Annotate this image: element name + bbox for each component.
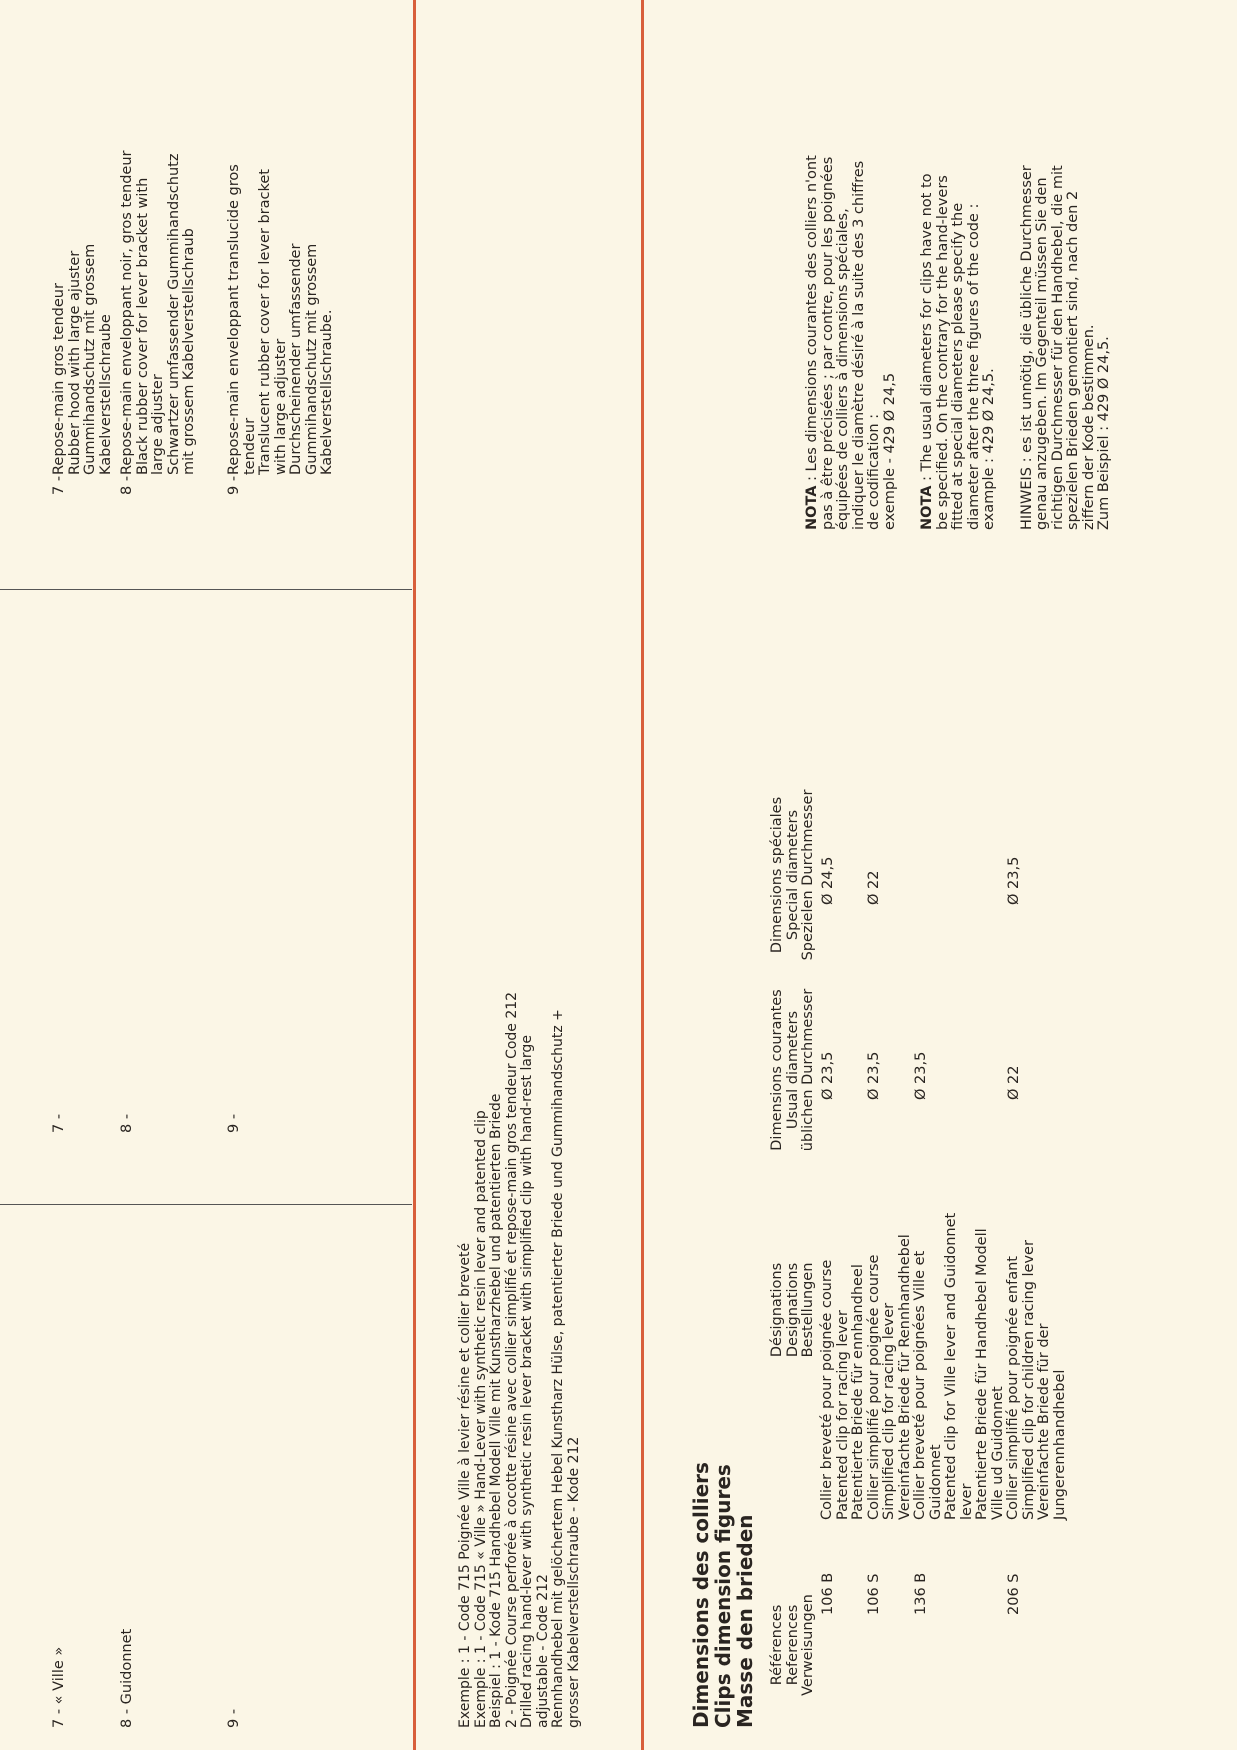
header-desig-en: Designations [784, 1262, 801, 1358]
line: : The usual diameters for clips have not to [919, 173, 935, 486]
note-fr [805, 25, 898, 530]
example-line: Beispiel : 1 - Kode 715 Handhebel Modell Ville mit Kunstharzhebel und patentierten Briede [488, 1093, 504, 1728]
example-line: Drilled racing hand-lever with synthetic resin lever bracket with simplified clip with hand-rest large [519, 1035, 535, 1728]
example-line: Exemple : 1 - Code 715 Poignée Ville à levier résine et collier breveté [457, 1242, 473, 1728]
line: Vereinfachte Briede für der [1036, 1323, 1052, 1520]
top-col3-num-9: 9 - [226, 475, 242, 495]
line: Collier breveté pour poignées Ville et [912, 1250, 928, 1520]
line: Gummihandschutz mit grossem [82, 243, 98, 475]
line: Gummihandschutz mit grossem [303, 243, 320, 475]
line: Collier simplifié pour poignée course [865, 1254, 882, 1520]
designations-column [820, 1165, 1068, 1520]
divider-line-1 [0, 1204, 412, 1205]
top-col3-text-8 [120, 151, 198, 475]
notes-block [805, 25, 1113, 530]
line: spezielen Brieden gemontiert sind, nach den 2 [1065, 190, 1081, 530]
header-usual-diameters [770, 975, 817, 1165]
special-206S: Ø 23,5 [1006, 856, 1022, 905]
special-106B: Ø 24,5 [820, 856, 836, 905]
table-row-136B-desig [913, 1165, 1006, 1520]
top-col1-item-9: 9 - [226, 1708, 242, 1728]
header-desig-de: Bestellungen [800, 1262, 816, 1358]
note-en [920, 25, 998, 530]
line: be specified. On the contrary for the hand-levers [934, 175, 951, 530]
line: Schwartzer umfassender Gummihandschutz [165, 153, 182, 475]
examples-block [458, 992, 582, 1728]
header-usual-fr: Dimensions courantes [769, 989, 785, 1151]
divider-line-2 [0, 589, 412, 590]
header-ref-fr: Références [769, 1604, 785, 1686]
line: Translucent rubber cover for lever bracket [257, 169, 273, 475]
orange-rule-middle [413, 0, 416, 1750]
header-references [770, 1580, 817, 1710]
line: Guidonnet [927, 1444, 944, 1520]
line: de codification : [866, 413, 882, 530]
example-line: Exemple : 1 - Code 715 « Ville » Hand-Lever with synthetic resin lever and patented clip [472, 1110, 489, 1728]
header-special-en: Special diameters [784, 809, 801, 941]
line: Patented clip for racing lever [834, 1310, 851, 1520]
example-line: adjustable - Code 212 [534, 1574, 551, 1728]
header-special-diameters [770, 780, 817, 970]
top-col2-item-7: 7 - [51, 1113, 67, 1133]
line: Jungerennhandhebel [1051, 1369, 1068, 1520]
line: ziffern der Kode bestimmen. [1080, 324, 1097, 530]
line: lever [958, 1483, 975, 1520]
line: mit grossem Kabelverstellschraub [181, 228, 197, 475]
line: pas à être précisées ; par contre, pour les poignées [819, 156, 836, 530]
header-usual-de: üblichen Durchmesser [800, 988, 816, 1152]
ref-206S: 206 S [1006, 1573, 1022, 1615]
line: Repose-main gros tendeur [51, 283, 67, 475]
line: Collier breveté pour poignée course [819, 1259, 835, 1520]
line: Zum Beispiel : 429 Ø 24,5. [1096, 336, 1112, 530]
orange-rule-right [641, 0, 644, 1750]
line: Kabelverstellschraube. [319, 309, 335, 475]
line: Rubber hood with large ajuster [66, 250, 83, 475]
line: Patentierte Briede für Handhebel Modell [974, 1228, 990, 1520]
special-106S: Ø 22 [866, 870, 882, 905]
usual-136B: Ø 23,5 [913, 1051, 929, 1100]
top-col3-num-7: 7 - [51, 475, 67, 495]
table-row-106S-desig [867, 1165, 914, 1520]
header-usual-en: Usual diameters [784, 1010, 801, 1130]
note-fr-label: NOTA [804, 485, 820, 530]
line: Repose-main enveloppant noir, gros tendeur [119, 150, 135, 475]
header-desig-fr: Désignations [769, 1262, 785, 1358]
header-special-fr: Dimensions spéciales [769, 796, 785, 954]
line: : Les dimensions courantes des colliers n'ont [804, 155, 820, 486]
line: Repose-main enveloppant translucide gros [226, 164, 242, 475]
line: Patented clip for Ville lever and Guidonnet [943, 1212, 959, 1520]
line: Collier simplifié pour poignée enfant [1005, 1256, 1021, 1520]
line: HINWEIS : es ist unnötig, die übliche Durchmesser [1018, 165, 1035, 530]
line: Kabelverstellschraube [97, 314, 114, 475]
header-designations [770, 1220, 817, 1400]
header-ref-de: Verweisungen [800, 1594, 816, 1696]
line: exemple - 429 Ø 24,5 [881, 372, 898, 530]
line: Ville ud Guidonnet [989, 1386, 1006, 1520]
top-col2-item-8: 8 - [119, 1113, 135, 1133]
line: fitted at special diameters please specify the [950, 202, 966, 530]
line: large adjuster [150, 374, 166, 475]
clips-title-de: Masse den brieden [733, 1514, 757, 1728]
line: Black rubber cover for lever bracket with [134, 177, 151, 475]
usual-106S: Ø 23,5 [866, 1051, 882, 1100]
ref-106B: 106 B [820, 1572, 836, 1615]
note-de [1020, 25, 1113, 530]
clips-title-fr: Dimensions des colliers [689, 1462, 713, 1728]
header-ref-en: References [784, 1604, 801, 1686]
top-col1-item-7: 7 - « Ville » [51, 1646, 67, 1728]
example-line: 2 - Poignée Course perforée à cocotte résine avec collier simplifié et repose-main gros tendeur Code 212 [503, 991, 520, 1728]
line: Simplified clip for racing lever [881, 1302, 897, 1520]
ref-136B: 136 B [913, 1572, 929, 1615]
note-en-label: NOTA [919, 485, 935, 530]
example-line: Rennhandhebel mit gelöchertem Hebel Kunstharz Hülse, patentierter Briede und Gummihandschutz + [550, 1009, 566, 1728]
top-col3-text-7 [52, 244, 114, 475]
line: tendeur [241, 417, 258, 475]
top-col3-text-9 [227, 164, 336, 475]
line: indiquer le diamètre désiré à la suite des 3 chiffres [850, 160, 867, 530]
table-row-106B-desig [820, 1165, 867, 1520]
line: richtigen Durchmesser für den Handhebel, die mit [1049, 165, 1066, 530]
line: Patentierte Briede für ennhandheel [850, 1264, 866, 1520]
line: Simplified clip for children racing lever [1020, 1240, 1037, 1520]
header-special-de: Spezielen Durchmesser [800, 789, 816, 961]
line: example : 429 Ø 24,5. [981, 368, 997, 530]
top-col1-item-8: 8 - Guidonnet [119, 1628, 135, 1728]
line: Durchscheinender umfassender [288, 243, 304, 475]
line: équipées de colliers à dimensions spéciales, [835, 208, 851, 530]
usual-106B: Ø 23,5 [820, 1051, 836, 1100]
top-col2-item-9: 9 - [226, 1113, 242, 1133]
ref-106S: 106 S [866, 1573, 882, 1615]
line: diameter after the three figures of the code : [965, 203, 982, 530]
top-col3-num-8: 8 - [119, 475, 135, 495]
usual-206S: Ø 22 [1006, 1065, 1022, 1100]
line: with large adjuster [272, 338, 289, 475]
line: Vereinfachte Briede für Rennhandhebel [896, 1234, 913, 1520]
line: genau anzugeben. Im Gegenteil müssen Sie den [1034, 177, 1050, 530]
table-row-206S-desig [1006, 1165, 1068, 1520]
example-line: grosser Kabelverstellschraube - Kode 212 [565, 1436, 582, 1728]
clips-title-en: Clips dimension figures [711, 1464, 735, 1728]
